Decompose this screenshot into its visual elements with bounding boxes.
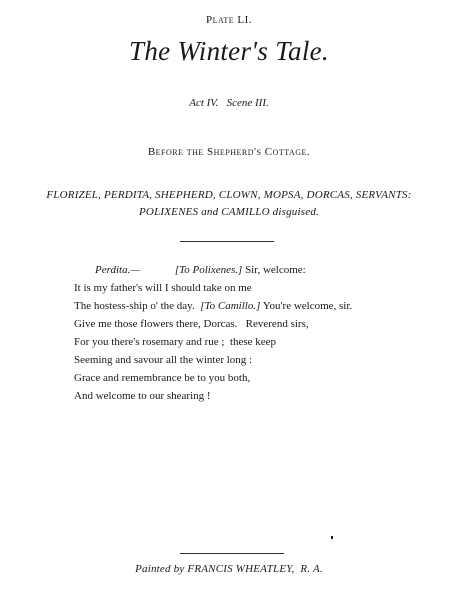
scene-setting: Before the Shepherd's Cottage. <box>147 146 311 158</box>
characters-disguised-names: POLIXENES and CAMILLO <box>139 206 270 218</box>
verse-line-8: And welcome to our shearing ! <box>74 390 211 402</box>
verse-line-3 <box>74 300 352 312</box>
verse-line-6: Seeming and savour all the winter long : <box>74 354 253 366</box>
divider-rule-bottom <box>180 553 284 554</box>
print-speck <box>331 536 333 539</box>
stage-direction-camillo: [To Camillo.] <box>200 300 261 312</box>
verse-line-5: For you there's rosemary and rue ; these keep <box>74 336 277 348</box>
act-scene: Act IV. Scene III. <box>189 97 269 109</box>
characters-disguised-suffix: disguised. <box>272 206 319 218</box>
stage-direction-polixenes: [To Polixenes.] <box>174 264 243 276</box>
verse-line-3-post: You're welcome, sir. <box>262 300 353 312</box>
characters-line-1: FLORIZEL, PERDITA, SHEPHERD, CLOWN, MOPSA, DORCAS, SERVANTS: <box>46 189 412 201</box>
verse-line-2: It is my father's will I should take on me <box>74 282 252 294</box>
verse-line-1-text: Sir, welcome: <box>245 264 306 276</box>
painter-credit <box>0 563 458 575</box>
characters-line-2 <box>0 206 458 218</box>
page-title: The Winter's Tale. <box>129 36 329 66</box>
verse-line-7: Grace and remembrance be to you both, <box>74 372 251 384</box>
verse-line-1 <box>95 264 306 276</box>
plate-number: Plate LI. <box>205 14 253 26</box>
credit-prefix: Painted by <box>135 563 185 575</box>
verse-line-4: Give me those flowers there, Dorcas. Reverend sirs, <box>74 318 309 330</box>
speaker-name: Perdita.— <box>95 264 141 276</box>
verse-line-3-pre: The hostess-ship o' the day. <box>74 300 195 312</box>
credit-painter-name: FRANCIS WHEATLEY, R. A. <box>187 563 323 575</box>
divider-rule-top <box>180 241 274 242</box>
